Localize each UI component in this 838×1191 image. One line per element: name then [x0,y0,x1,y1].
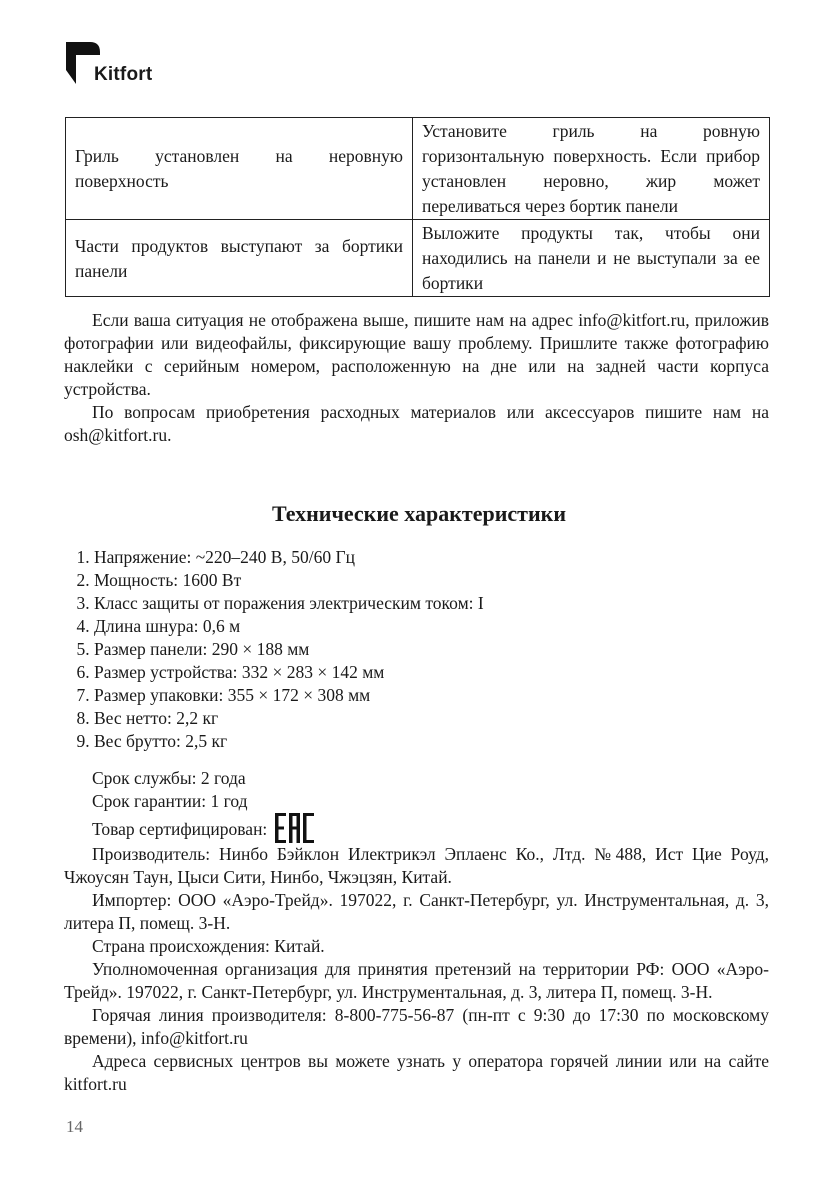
service-centers: Адреса сервисных центров вы можете узнать у оператора горячей линии или на сайте kitfort.ru [64,1051,769,1094]
kitfort-logo [66,40,176,90]
problem-cell: Гриль установлен на неровную поверхность [66,118,413,220]
certification-line [64,813,769,843]
table-row [66,118,770,220]
service-life: Срок службы: 2 года [92,768,246,788]
spec-item: 3. Класс защиты от поражения электрическим током: I [94,592,484,615]
specs-list [64,546,484,753]
eac-mark-icon [275,813,315,843]
contact-section [64,309,769,447]
spec-item: 5. Размер панели: 290 × 188 мм [94,638,484,661]
spec-item: 2. Мощность: 1600 Вт [94,569,484,592]
spec-item: 9. Вес брутто: 2,5 кг [94,730,484,753]
spec-item: 7. Размер упаковки: 355 × 172 × 308 мм [94,684,484,707]
page-number: 14 [66,1117,83,1136]
authorized-organization: Уполномоченная организация для принятия претензий на территории РФ: ООО «Аэро-Трейд». 197022, г. Санкт-Петербург, ул. Инструментальная, д. 3, литера П, помещ. 3-Н. [64,959,769,1002]
solution-cell: Установите гриль на ровную горизонтальную поверхность. Если прибор установлен неровно, жир может переливаться через бортик панели [413,118,770,220]
brand-name: Kitfort [94,64,153,85]
importer: Импортер: ООО «Аэро-Трейд». 197022, г. Санкт-Петербург, ул. Инструментальная, д. 3, литера П, помещ. 3-Н. [64,890,769,933]
spec-item: 6. Размер устройства: 332 × 283 × 142 мм [94,661,484,684]
table-row [66,220,770,297]
hotline: Горячая линия производителя: 8-800-775-56-87 (пн-пт с 9:30 до 17:30 по московскому времени), info@kitfort.ru [64,1005,769,1048]
specs-title: Технические характеристики [271,501,567,526]
troubleshooting-table [65,117,770,297]
warranty: Срок гарантии: 1 год [92,791,248,811]
problem-cell: Части продуктов выступают за бортики панели [66,220,413,297]
info-section [64,767,769,1096]
contact-paragraph: Если ваша ситуация не отображена выше, пишите нам на адрес info@kitfort.ru, приложив фотографии или видеофайлы, фиксирующие вашу проблему. Пришлите также фотографию наклейки с серийным номером, расположенную на дне или на задней части корпуса устройства. [64,310,769,399]
solution-cell: Выложите продукты так, чтобы они находились на панели и не выступали за ее бортики [413,220,770,297]
manufacturer: Производитель: Нинбо Бэйклон Илектрикэл Эплаенс Ко., Лтд. №488, Ист Цие Роуд, Чжоусян Таун, Цыси Сити, Нинбо, Чжэцзян, Китай. [64,844,769,887]
spec-item: 4. Длина шнура: 0,6 м [94,615,484,638]
country-of-origin: Страна происхождения: Китай. [92,936,325,956]
contact-paragraph: По вопросам приобретения расходных материалов или аксессуаров пишите нам на osh@kitfort.ru. [64,402,769,445]
spec-item: 1. Напряжение: ~220–240 В, 50/60 Гц [94,546,484,569]
certified-label: Товар сертифицирован: [92,819,268,839]
spec-item: 8. Вес нетто: 2,2 кг [94,707,484,730]
